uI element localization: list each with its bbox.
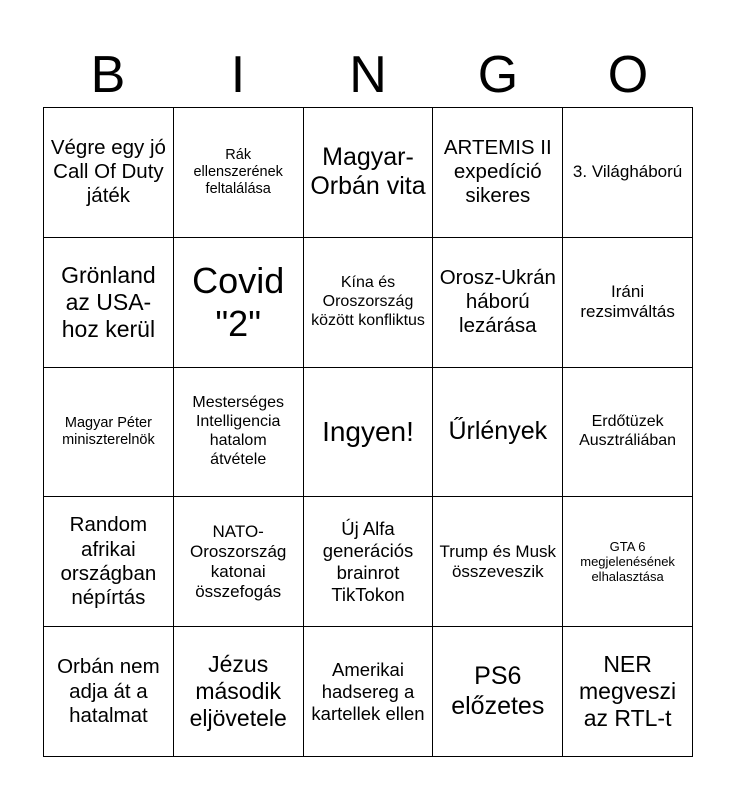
bingo-cell[interactable]: PS6 előzetes xyxy=(433,627,563,757)
bingo-header xyxy=(43,44,693,106)
header-letter-o: O xyxy=(607,46,649,104)
bingo-cell[interactable]: Űrlények xyxy=(433,368,563,498)
bingo-cell[interactable]: Mesterséges Intelligencia hatalom átvétele xyxy=(174,368,304,498)
bingo-cell[interactable]: 3. Világháború xyxy=(563,108,693,238)
bingo-cell[interactable]: Iráni rezsimváltás xyxy=(563,238,693,368)
header-letter-n: N xyxy=(349,46,387,104)
bingo-cell[interactable]: Ingyen! xyxy=(304,368,434,498)
bingo-cell[interactable]: GTA 6 megjelenésének elhalasztása xyxy=(563,497,693,627)
bingo-cell[interactable]: Amerikai hadsereg a kartellek ellen xyxy=(304,627,434,757)
bingo-cell[interactable]: NATO-Oroszország katonai összefogás xyxy=(174,497,304,627)
bingo-grid xyxy=(43,107,693,757)
header-letter-g: G xyxy=(477,46,519,104)
bingo-cell[interactable]: Végre egy jó Call Of Duty játék xyxy=(44,108,174,238)
bingo-cell[interactable]: ARTEMIS II expedíció sikeres xyxy=(433,108,563,238)
bingo-cell[interactable]: Magyar-Orbán vita xyxy=(304,108,434,238)
bingo-cell[interactable]: Orosz-Ukrán háború lezárása xyxy=(433,238,563,368)
bingo-cell[interactable]: Erdőtüzek Ausztráliában xyxy=(563,368,693,498)
bingo-cell[interactable]: Grönland az USA-hoz kerül xyxy=(44,238,174,368)
bingo-cell[interactable]: Rák ellenszerének feltalálása xyxy=(174,108,304,238)
header-letter-b: B xyxy=(90,46,126,104)
bingo-cell[interactable]: NER megveszi az RTL-t xyxy=(563,627,693,757)
bingo-cell[interactable]: Random afrikai országban népírtás xyxy=(44,497,174,627)
bingo-cell[interactable]: Kína és Oroszország között konfliktus xyxy=(304,238,434,368)
bingo-cell[interactable]: Jézus második eljövetele xyxy=(174,627,304,757)
bingo-cell[interactable]: Orbán nem adja át a hatalmat xyxy=(44,627,174,757)
bingo-cell[interactable]: Magyar Péter miniszterelnök xyxy=(44,368,174,498)
bingo-cell[interactable]: Covid "2" xyxy=(174,238,304,368)
header-letter-i: I xyxy=(230,46,246,104)
bingo-cell[interactable]: Trump és Musk összeveszik xyxy=(433,497,563,627)
bingo-cell[interactable]: Új Alfa generációs brainrot TikTokon xyxy=(304,497,434,627)
